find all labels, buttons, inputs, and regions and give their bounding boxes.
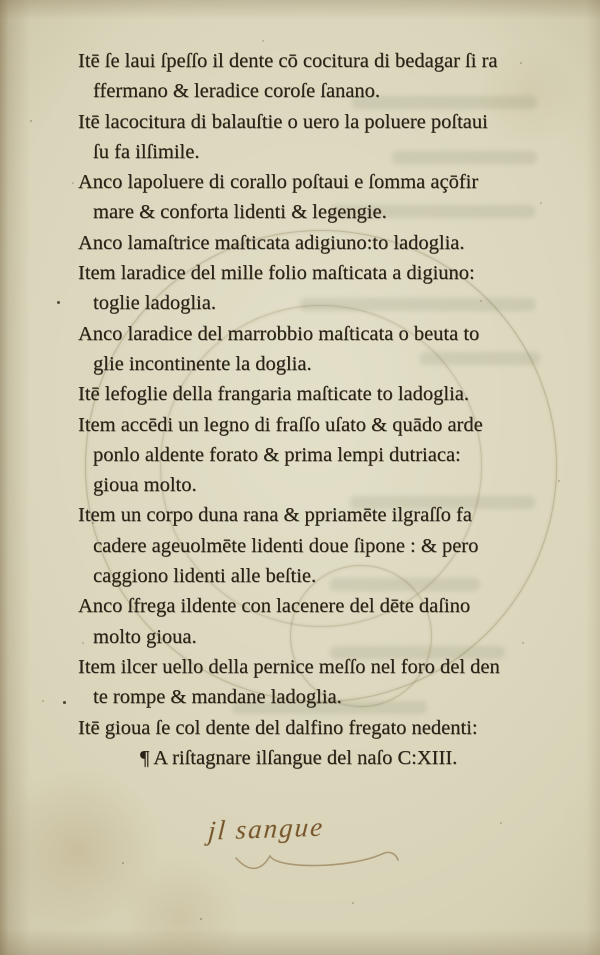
text-line: Item ilcer uello della pernice meſſo nel foro del den — [78, 655, 500, 678]
text-line: Itē gioua ſe col dente del dalfino fregato nedenti: — [78, 716, 478, 739]
text-line: glie incontinente la doglia. — [93, 352, 312, 375]
paper-specks — [0, 0, 2, 2]
chapter-heading: ¶ A riſtagnare ilſangue del naſo C:XIII. — [140, 746, 458, 769]
text-line: ponlo aldente forato & prima lempi dutriaca: — [93, 443, 461, 466]
text-line: Anco lamaſtrice maſticata adigiuno:to ladoglia. — [78, 231, 465, 254]
text-line: Item laradice del mille folio maſticata a digiuno: — [78, 262, 475, 285]
text-line: Anco laradice del marrobbio maſticata o beuta to — [78, 322, 480, 345]
text-line: Anco ſfrega ildente con lacenere del dēte daſino — [78, 595, 471, 618]
text-line: mare & conforta lidenti & legengie. — [93, 201, 387, 224]
text-line: ffermano & leradice coroſe ſanano. — [93, 80, 381, 103]
text-line: ſu fa ilſimile. — [93, 140, 200, 163]
printed-text-block — [0, 46, 600, 773]
text-line: Itē ſe laui ſpeſſo il dente cō cocitura di bedagar ſi ra — [78, 50, 498, 72]
text-line: gioua molto. — [93, 474, 197, 497]
handwriting-flourish — [232, 848, 402, 874]
text-line: toglie ladoglia. — [93, 292, 216, 315]
text-line: molto gioua. — [93, 625, 197, 648]
text-line: cadere ageuolmēte lidenti doue ſipone : & pero — [93, 534, 479, 557]
handwritten-note: jl sangue — [207, 811, 326, 846]
text-line: te rompe & mandane ladoglia. — [93, 686, 342, 709]
text-line: Itē lefoglie della frangaria maſticate to ladoglia. — [78, 383, 470, 406]
text-line: caggiono lidenti alle beſtie. — [93, 565, 317, 588]
text-line: Item accēdi un legno di fraſſo uſato & quādo arde — [78, 413, 483, 436]
text-line: Itē lacocitura di balauſtie o uero la poluere poſtaui — [78, 110, 488, 133]
text-line: Anco lapoluere di corallo poſtaui e ſomma açōfir — [78, 171, 479, 194]
text-line: Item un corpo duna rana & ppriamēte ilgraſſo fa — [78, 504, 472, 527]
